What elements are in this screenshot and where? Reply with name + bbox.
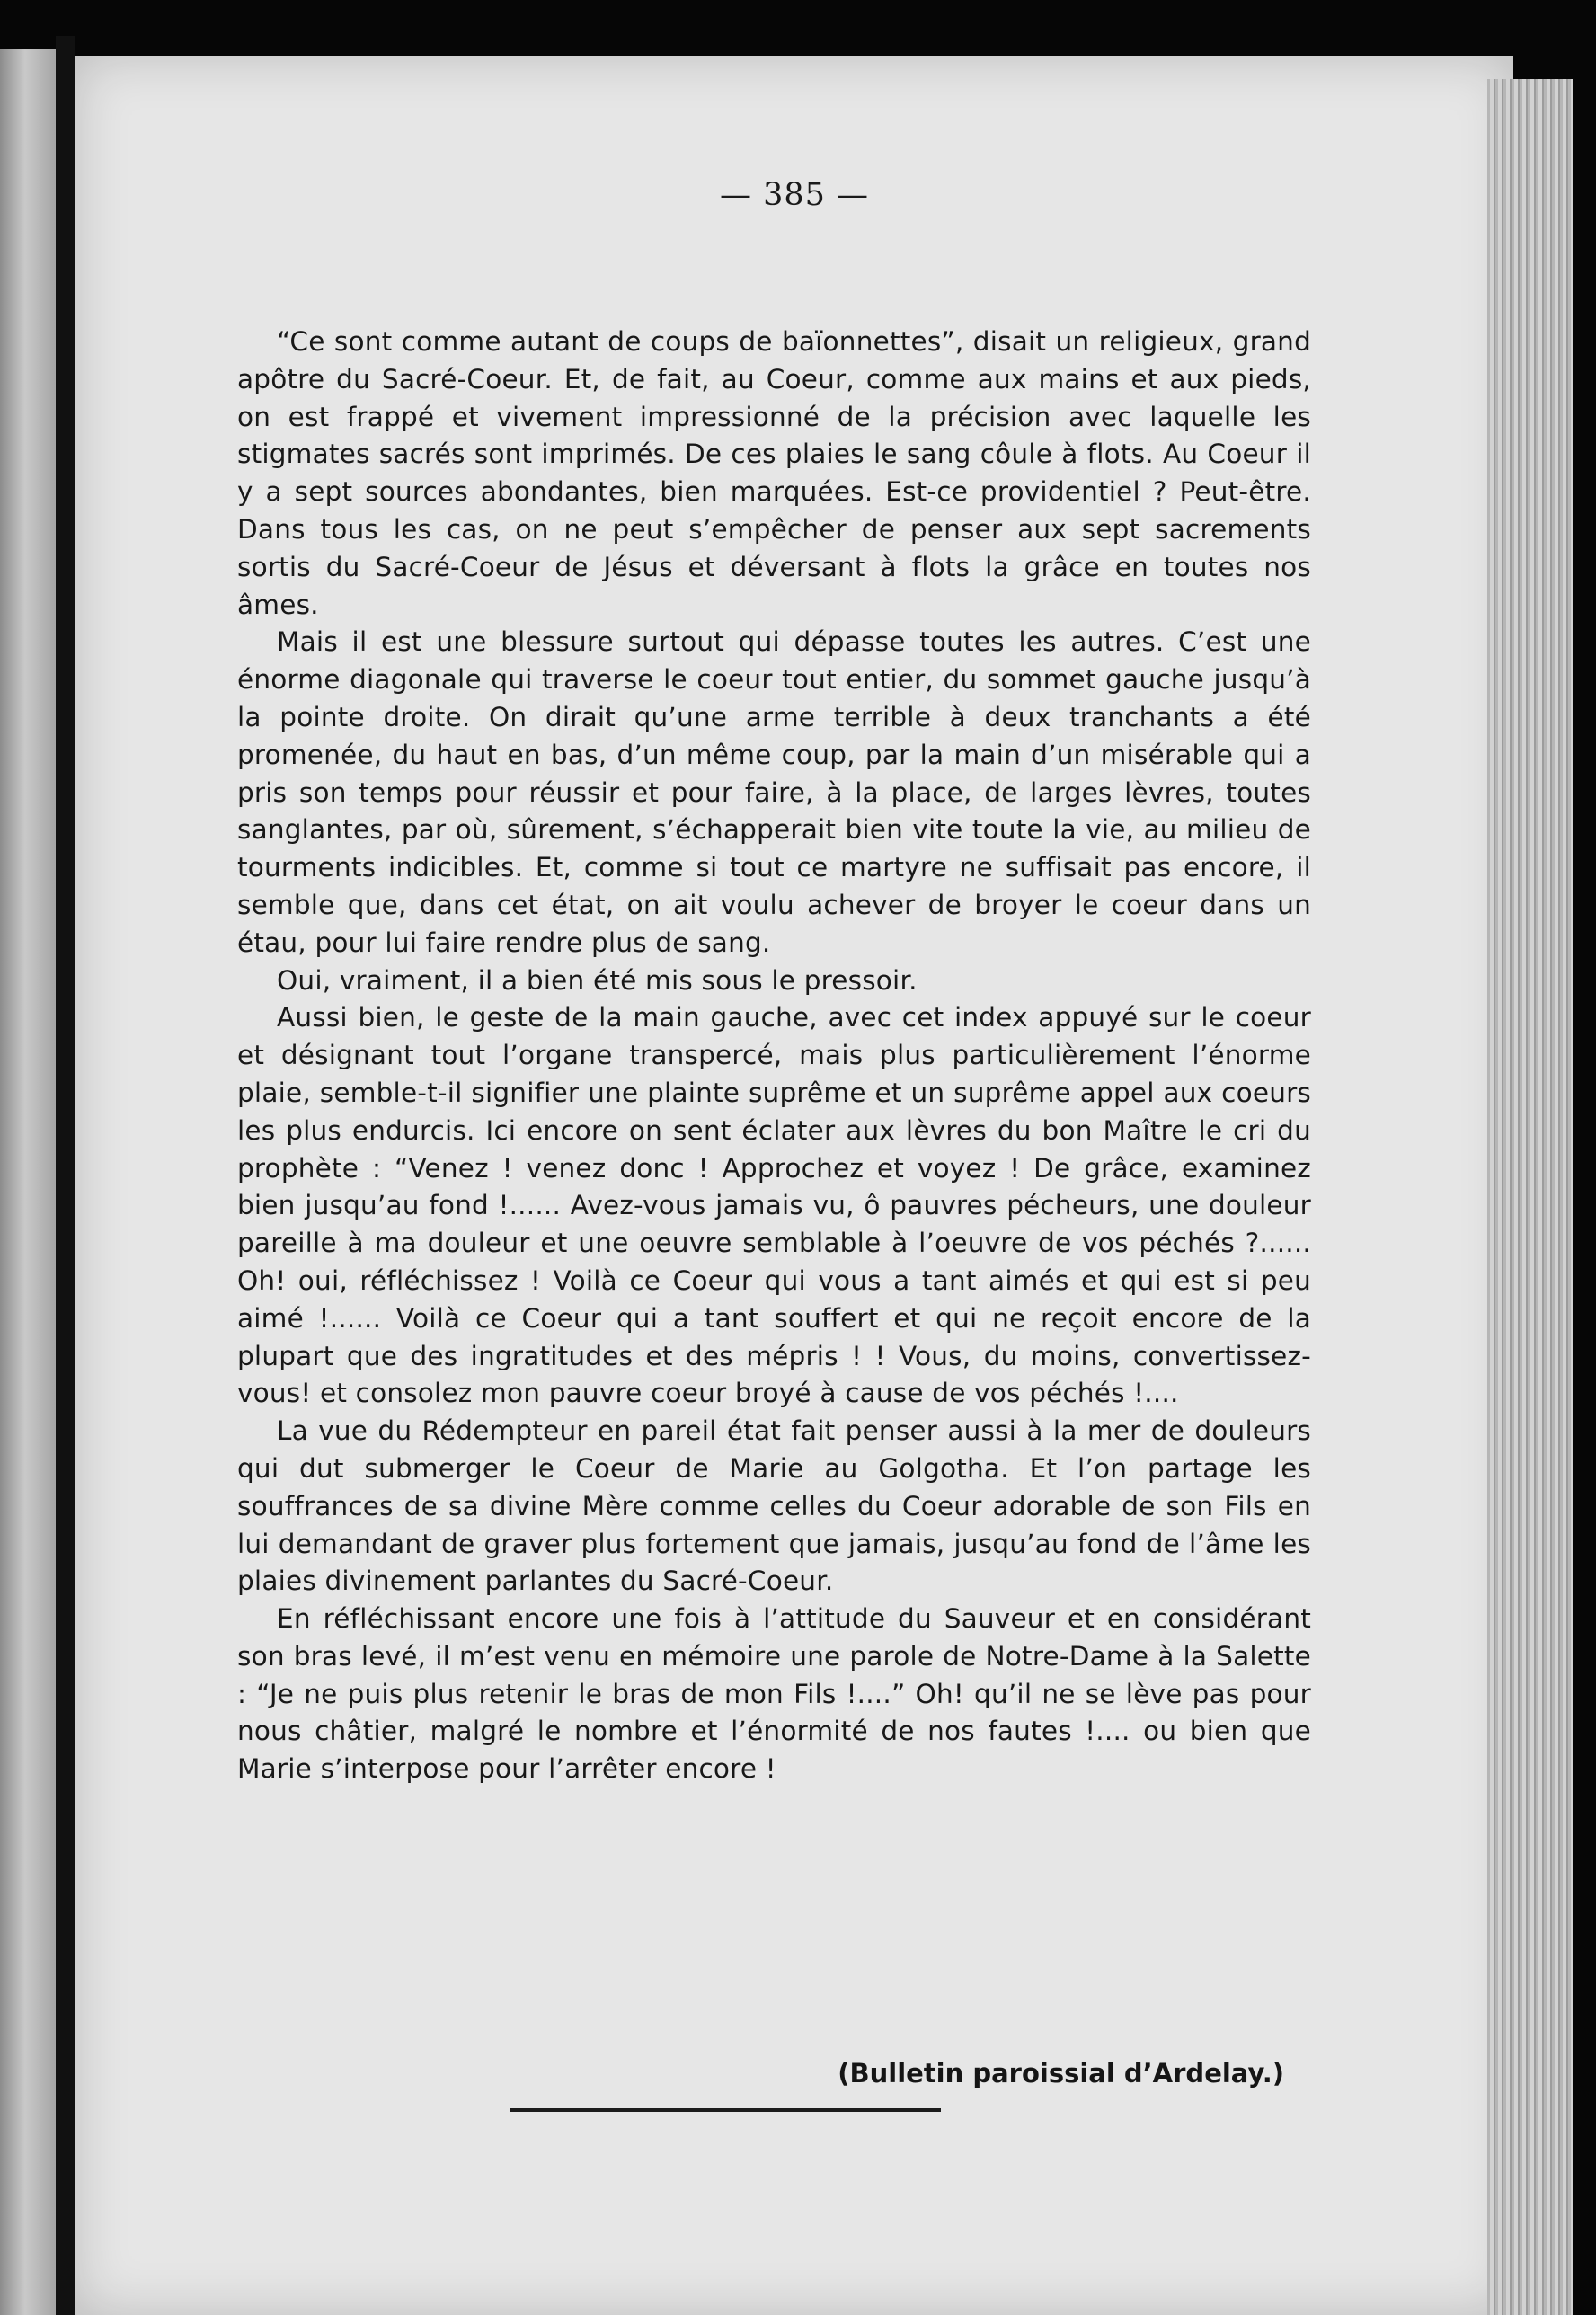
previous-page-edge	[0, 49, 56, 2315]
paragraph-4: Aussi bien, le geste de la main gauche, avec cet index appuyé sur le coeur et désignant tout l’organe transpercé, mais plus particulièrement l’énorme plaie, semble-t-il signifier une plainte suprême et un suprême appel aux coeurs les plus endurcis. Ici encore on sent éclater aux lèvres du bon Maître le cri du prophète : “Venez ! venez donc ! Approchez et voyez ! De grâce, examinez bien jusqu’au fond !...... Avez-vous jamais vu, ô pauvres pécheurs, une douleur pareille à ma douleur et une oeuvre semblable à l’oeuvre de vos péchés ?...... Oh! oui, réfléchissez ! Voilà ce Coeur qui vous a tant aimés et qui est si peu aimé !...... Voilà ce Coeur qui a tant souffert et qui ne reçoit encore de la plupart que des ingratitudes et des mépris ! ! Vous, du moins, convertissez-vous! et consolez mon pauvre coeur broyé à cause de vos péchés !....	[237, 1002, 1311, 1409]
end-rule	[510, 2108, 941, 2112]
book-page	[75, 56, 1513, 2315]
page-number: — 385 —	[719, 177, 870, 213]
article-body	[237, 324, 1311, 1788]
book-gutter	[56, 36, 75, 2315]
paragraph-2: Mais il est une blessure surtout qui dépasse toutes les autres. C’est une énorme diagonale qui traverse le coeur tout entier, du sommet gauche jusqu’à la pointe droite. On dirait qu’une arme terrible à deux tranchants a été promenée, du haut en bas, d’un même coup, par la main d’un misérable qui a pris son temps pour réussir et pour faire, à la place, de larges lèvres, toutes sanglantes, par où, sûrement, s’échapperait bien vite toute la vie, au milieu de tourments indicibles. Et, comme si tout ce martyre ne suffisait pas encore, il semble que, dans cet état, on ait voulu achever de broyer le coeur dans un étau, pour lui faire rendre plus de sang.	[237, 626, 1311, 958]
source-citation: (Bulletin paroissial d’Ardelay.)	[838, 2058, 1284, 2089]
paragraph-3: Oui, vraiment, il a bien été mis sous le pressoir.	[277, 964, 918, 996]
paragraph-1: “Ce sont comme autant de coups de baïonnettes”, disait un religieux, grand apôtre du Sacré-Coeur. Et, de fait, au Coeur, comme aux mains et aux pieds, on est frappé et vivement impressionné de la précision avec laquelle les stigmates sacrés sont imprimés. De ces plaies le sang côule à flots. Au Coeur il y a sept sources abondantes, bien marquées. Est-ce providentiel ? Peut-être. Dans tous les cas, on ne peut s’empêcher de penser aux sept sacrements sortis du Sacré-Coeur de Jésus et déversant à flots la grâce en toutes nos âmes.	[237, 326, 1311, 620]
stacked-page-edges	[1487, 79, 1573, 2315]
paragraph-5: La vue du Rédempteur en pareil état fait penser aussi à la mer de douleurs qui dut submerger le Coeur de Marie au Golgotha. Et l’on partage les souffrances de sa divine Mère comme celles du Coeur adorable de son Fils en lui demandant de graver plus fortement que jamais, jusqu’au fond de l’âme les plaies divinement parlantes du Sacré-Coeur.	[237, 1415, 1311, 1597]
paragraph-6: En réfléchissant encore une fois à l’attitude du Sauveur et en considérant son bras levé, il m’est venu en mémoire une parole de Notre-Dame à la Salette : “Je ne puis plus retenir le bras de mon Fils !....” Oh! qu’il ne se lève pas pour nous châtier, malgré le nombre et l’énormité de nos fautes !.... ou bien que Marie s’interpose pour l’arrêter encore !	[237, 1603, 1311, 1785]
